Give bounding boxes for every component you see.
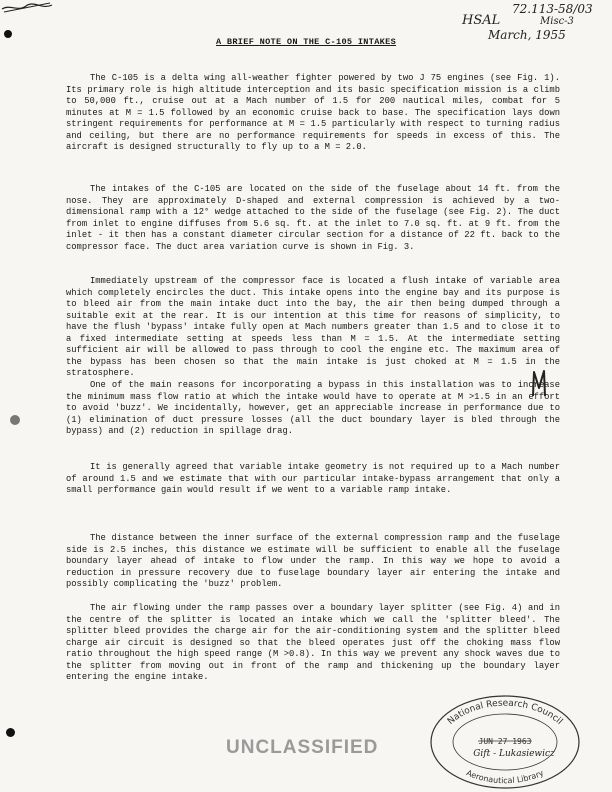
paragraph: The air flowing under the ramp passes over a boundary layer splitter (see Fig. 4) and in the centre of the splitter is located an intake which we call the 'splitter bleed'. The splitter bleed provides the charge air for the air-conditioning system and the splitter bleed charge air circuit is designed so that the bleed operates just off the choking mass flow ratio throughout the high speed range (M >0.8). In this way we prevent any shock waves due to the splitter from moving out in front of the ramp and thickening up the boundary layer entering the engine intake. — [66, 603, 560, 682]
svg-text:JUN 27 1963: JUN 27 1963 — [478, 737, 532, 746]
reference-number: 72.113-58/03 — [512, 2, 593, 16]
paragraph: The distance between the inner surface of the external compression ramp and the fuselage side is 2.5 inches, this distance we estimate will be sufficient to enable all the fuselage boundary layer ahead of intake to flow under the ramp. In this way we hope to avoid a reduction in pressure recovery due to fuselage boundary layer air entering the intake and possibly complicating the 'buzz' problem. — [66, 533, 560, 589]
misc-code: Misc-3 — [540, 16, 574, 27]
paragraph: Immediately upstream of the compressor face is located a flush intake of variable area which completely encircles the duct. This intake opens into the engine bay and its purpose is to bleed air from the main intake duct into the bay, the air then being dumped through a suitable exit at the rear. It is our intention at this time for reasons of simplicity, to have the flush 'bypass' intake fully open at Mach numbers greater than 1.5 and to close it to a fixed intermediate setting at speeds less than M = 1.5. At the intermediate setting sufficient air will be allowed to pass through to cool the engine etc. The maximum area of the bypass has been chosen so that the main intake is just choked at M = 1.5 in the stratosphere. — [66, 276, 560, 378]
svg-text:Aeronautical Library: Aeronautical Library — [464, 768, 546, 786]
svg-text:National Research Council: National Research Council — [445, 698, 565, 727]
crossed-out-scribble — [0, 0, 54, 14]
library-code: HSAL — [462, 13, 501, 28]
svg-text:Gift - Lukasiewicz: Gift - Lukasiewicz — [473, 749, 555, 759]
punch-hole — [6, 728, 15, 737]
paragraph: The C-105 is a delta wing all-weather fighter powered by two J 75 engines (see Fig. 1). Its primary role is high altitude interception and its basic specification mission is a climb to 50,000 ft., cruise out at a Mach number of 1.5 for 200 nautical miles, combat for 5 minutes at M = 1.5 followed by an economic cruise back to base. The specification lays down stringent requirements for performance at M = 1.5 particularly with respect to turning radius and ceiling, but there are no performance requirements for speeds in excess of this. The aircraft is designed structurally to fly up to a M = 2.0. — [66, 73, 560, 152]
punch-hole — [4, 30, 12, 38]
handwritten-date: March, 1955 — [488, 28, 566, 42]
paragraph: The intakes of the C-105 are located on the side of the fuselage about 14 ft. from the nose. They are approximately D-shaped and external compression is achieved by a two-dimensional ramp with a 12° wedge attached to the side of the fuselage (see Fig. 2). The duct from inlet to engine diffuses from 5.6 sq. ft. at the inlet to 7.0 sq. ft. at 9 ft. from the inlet - it then has a constant diameter circular section for a distance of 22 ft. back to the compressor face. The duct area variation curve is shown in Fig. 3. — [66, 184, 560, 252]
paragraph: One of the main reasons for incorporating a bypass in this installation was to increase the minimum mass flow ratio at which the intake would have to operate at M >1.5 in an effort to avoid 'buzz'. We incidentally, however, get an appreciable increase in performance due to (1) elimination of duct pressure losses (all the duct boundary layer is bled through the bypass) and (2) reduction in spillage drag. — [66, 380, 560, 436]
punch-hole — [10, 415, 20, 425]
library-stamp — [426, 686, 584, 790]
document-title: A BRIEF NOTE ON THE C-105 INTAKES — [215, 37, 397, 47]
classification-label: UNCLASSIFIED — [226, 737, 379, 758]
margin-mark — [530, 368, 550, 398]
paragraph: It is generally agreed that variable intake geometry is not required up to a Mach number of around 1.5 and we estimate that with our particular intake-bypass arrangement that only a small performance gain would result if we went to a variable ramp intake. — [66, 462, 560, 495]
